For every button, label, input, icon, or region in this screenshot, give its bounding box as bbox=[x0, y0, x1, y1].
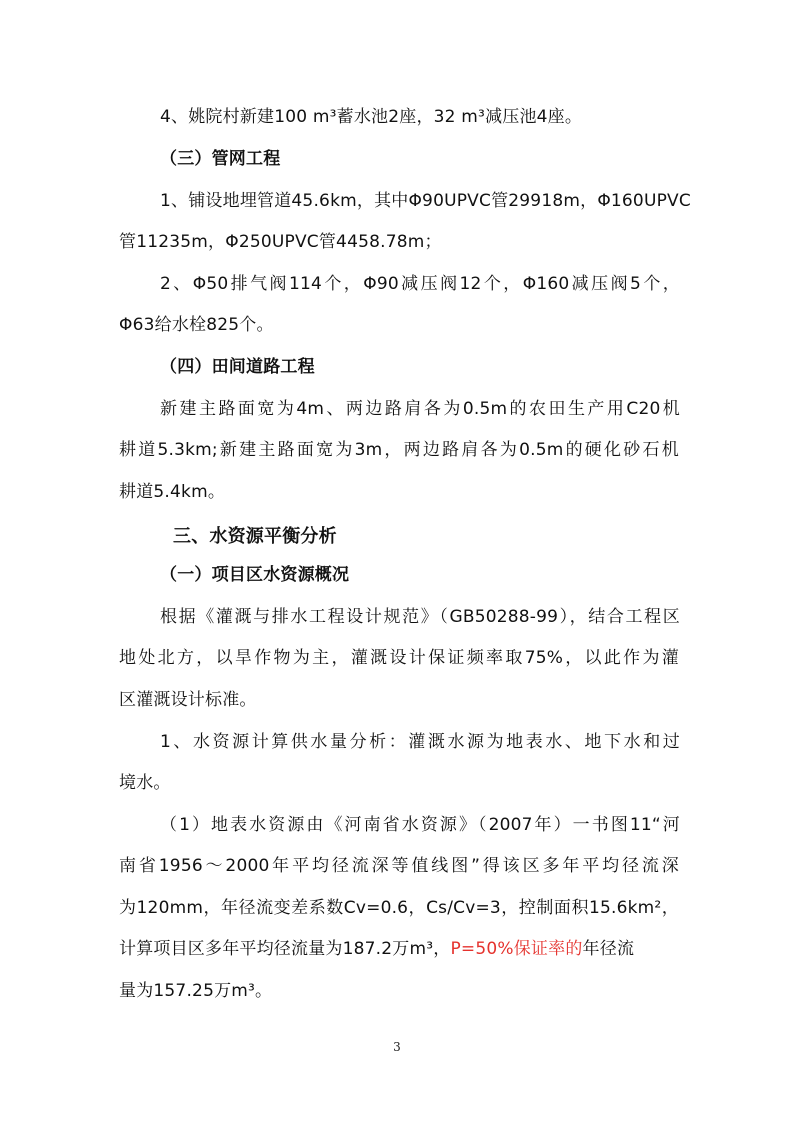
paragraph-roads-line3: 耕道5.4km。 bbox=[119, 482, 226, 502]
runoff-text-tail: 年径流 bbox=[582, 939, 635, 959]
paragraph-roads-line1: 新建主路面宽为4m、两边路肩各为0.5m的农田生产用C20机 bbox=[160, 399, 680, 419]
heading-pipe-network: （三）管网工程 bbox=[160, 149, 281, 169]
paragraph-surface-line1: （1）地表水资源由《河南省水资源》（2007年）一书图11“河 bbox=[160, 815, 680, 835]
paragraph-surface-line5: 量为157.25万m³。 bbox=[119, 981, 273, 1001]
runoff-text: 计算项目区多年平均径流量为187.2万m³， bbox=[119, 939, 451, 959]
paragraph-surface-line3: 为120mm，年径流变差系数Cv=0.6，Cs/Cv=3，控制面积15.6km²， bbox=[119, 898, 679, 918]
paragraph-standard-line2: 地处北方，以旱作物为主，灌溉设计保证频率取75%，以此作为灌 bbox=[119, 648, 679, 668]
paragraph-roads-line2: 耕道5.3km;新建主路面宽为3m，两边路肩各为0.5m的硬化砂石机 bbox=[119, 440, 679, 460]
heading-water-overview: （一）项目区水资源概况 bbox=[160, 565, 350, 585]
paragraph-valves-line1: 2、Φ50排气阀114个，Φ90减压阀12个，Φ160减压阀5个， bbox=[160, 274, 680, 294]
paragraph-reservoir: 4、姚院村新建100 m³蓄水池2座，32 m³减压池4座。 bbox=[160, 107, 583, 127]
highlighted-probability-text: P=50%保证率的 bbox=[450, 939, 583, 959]
paragraph-pipes-line2: 管11235m，Φ250UPVC管4458.78m； bbox=[119, 232, 442, 252]
paragraph-surface-line2: 南省1956～2000年平均径流深等值线图”得该区多年平均径流深 bbox=[119, 856, 679, 876]
paragraph-supply-line2: 境水。 bbox=[119, 773, 171, 793]
paragraph-standard-line1: 根据《灌溉与排水工程设计规范》（GB50288-99），结合工程区 bbox=[160, 607, 680, 627]
page-number: 3 bbox=[393, 1040, 401, 1054]
section-title-water-balance: 三、水资源平衡分析 bbox=[173, 526, 337, 547]
paragraph-pipes-line1: 1、铺设地埋管道45.6km，其中Φ90UPVC管29918m，Φ160UPVC bbox=[160, 191, 691, 211]
paragraph-standard-line3: 区灌溉设计标准。 bbox=[119, 690, 257, 710]
paragraph-surface-line4 bbox=[119, 929, 679, 969]
paragraph-valves-line2: Φ63给水栓825个。 bbox=[119, 315, 274, 335]
paragraph-supply-line1: 1、水资源计算供水量分析：灌溉水源为地表水、地下水和过 bbox=[160, 732, 680, 752]
heading-field-roads: （四）田间道路工程 bbox=[160, 357, 315, 377]
